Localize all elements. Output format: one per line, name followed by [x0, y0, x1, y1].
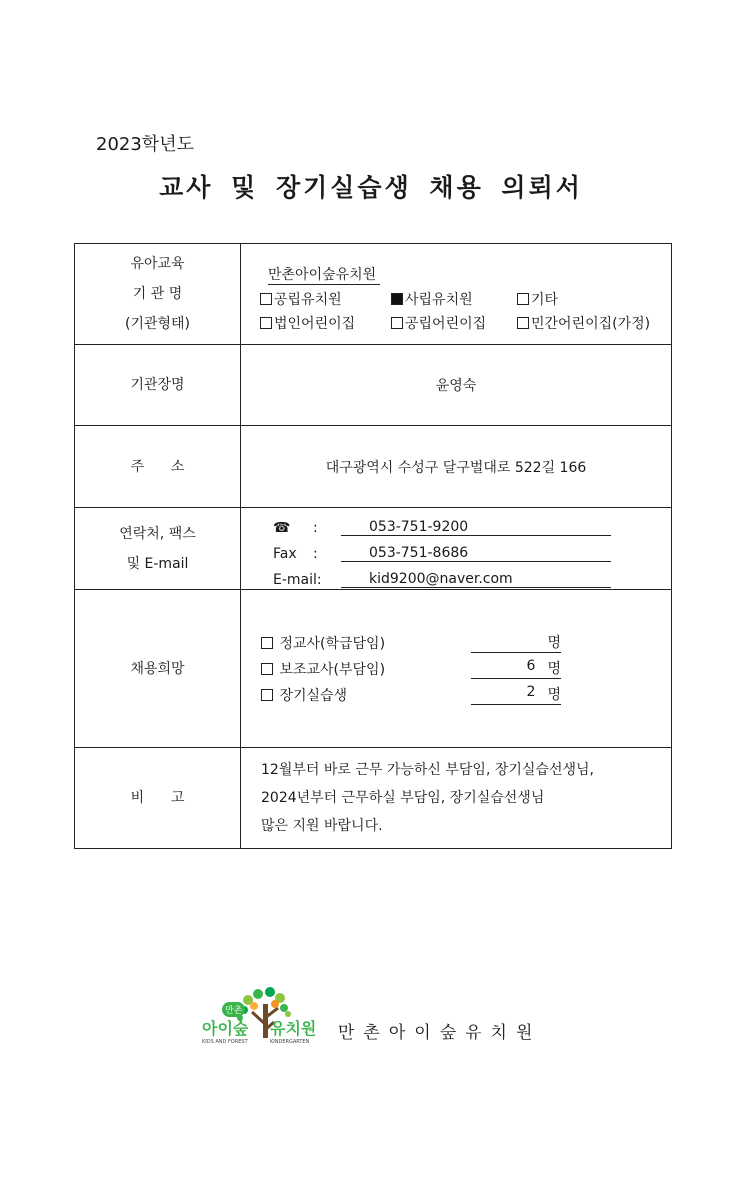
fax-value: 053-751-8686	[341, 545, 611, 562]
hiring-count	[505, 632, 535, 652]
hiring-cell	[241, 590, 672, 748]
phone-row	[273, 510, 671, 536]
hiring-item-label: 보조교사(부담임)	[279, 661, 386, 678]
type-option-corporate-daycare[interactable]: 법인어린이집	[260, 313, 391, 333]
contact-field-label: E-mail:	[273, 572, 322, 588]
contact-label-line: 연락처, 팩스	[119, 525, 196, 542]
type-option-private-daycare[interactable]: 민간어린이집(가정)	[517, 313, 650, 333]
institution-label-line: 기 관 명	[132, 286, 183, 302]
type-option-other[interactable]: 기타	[517, 289, 558, 309]
hiring-item	[261, 656, 671, 682]
contact-label	[75, 508, 241, 590]
email-value: kid9200@naver.com	[341, 571, 611, 588]
document-title: 교사 및 장기실습생 채용 의뢰서	[159, 173, 583, 202]
remarks-line: 많은 지원 바랍니다.	[261, 818, 383, 834]
address-label: 주 소	[75, 426, 241, 508]
remarks-line: 2024년부터 근무하실 부담임, 장기실습선생님	[261, 790, 545, 806]
address-value: 대구광역시 수성구 달구벌대로 522길 166	[241, 426, 672, 508]
contact-label-line: 및 E-mail	[126, 555, 189, 572]
phone-icon: ☎	[273, 520, 291, 536]
unit-label: 명	[547, 661, 561, 677]
institution-type-row	[260, 289, 671, 309]
type-option-public-kindergarten[interactable]: 공립유치원	[260, 289, 391, 309]
year-label: 2023학년도	[96, 134, 194, 155]
hiring-label: 채용희망	[75, 590, 241, 748]
logo-subtitle: KIDS AND FOREST	[202, 1039, 248, 1045]
remarks-label: 비 고	[75, 748, 241, 849]
institution-cell	[241, 244, 672, 345]
logo-text: 아이숲	[202, 1019, 249, 1038]
address-row	[75, 426, 672, 508]
contact-field-label: Fax :	[273, 546, 318, 562]
hiring-item-label: 장기실습생	[279, 687, 348, 704]
checked-checkbox-icon[interactable]	[391, 293, 403, 305]
logo-badge: 만촌	[222, 1002, 245, 1017]
checkbox-icon[interactable]	[517, 317, 529, 329]
institution-row	[75, 244, 672, 345]
director-row	[75, 345, 672, 426]
hiring-item-label: 정교사(학급담임)	[279, 635, 386, 652]
remarks-row	[75, 748, 672, 849]
unit-label: 명	[547, 687, 561, 703]
contact-field-label: ☎ :	[273, 520, 318, 536]
checkbox-icon[interactable]	[261, 637, 273, 649]
footer-institution-name: 만촌아이숲유치원	[338, 1023, 542, 1043]
hiring-item	[261, 682, 671, 708]
director-label: 기관장명	[75, 345, 241, 426]
remarks-cell	[241, 748, 672, 849]
institution-name: 만촌아이숲유치원	[268, 264, 380, 285]
contact-cell	[241, 508, 672, 590]
email-row	[273, 562, 671, 588]
fax-row	[273, 536, 671, 562]
institution-label-line: 유아교육	[130, 256, 185, 272]
checkbox-icon[interactable]	[260, 293, 272, 305]
type-option-private-kindergarten[interactable]: 사립유치원	[391, 289, 517, 309]
hiring-item	[261, 630, 671, 656]
remarks-line: 12월부터 바로 근무 가능하신 부담임, 장기실습선생님,	[261, 762, 594, 778]
checkbox-icon[interactable]	[260, 317, 272, 329]
checkbox-icon[interactable]	[261, 689, 273, 701]
unit-label: 명	[547, 635, 561, 651]
institution-type-row	[260, 313, 671, 333]
logo-text-2: 유치원	[270, 1019, 317, 1038]
phone-value: 053-751-9200	[341, 519, 611, 536]
contact-row	[75, 508, 672, 590]
institution-label	[75, 244, 241, 345]
director-name: 윤영숙	[241, 345, 672, 426]
institution-label-line: (기관형태)	[124, 316, 191, 332]
hiring-count: 2	[526, 684, 536, 700]
checkbox-icon[interactable]	[391, 317, 403, 329]
hiring-row	[75, 590, 672, 748]
type-option-public-daycare[interactable]: 공립어린이집	[391, 313, 517, 333]
hiring-count: 6	[526, 658, 536, 674]
checkbox-icon[interactable]	[261, 663, 273, 675]
checkbox-icon[interactable]	[517, 293, 529, 305]
logo-subtitle: KINDERGARTEN	[270, 1039, 310, 1045]
application-form-table	[74, 243, 672, 849]
